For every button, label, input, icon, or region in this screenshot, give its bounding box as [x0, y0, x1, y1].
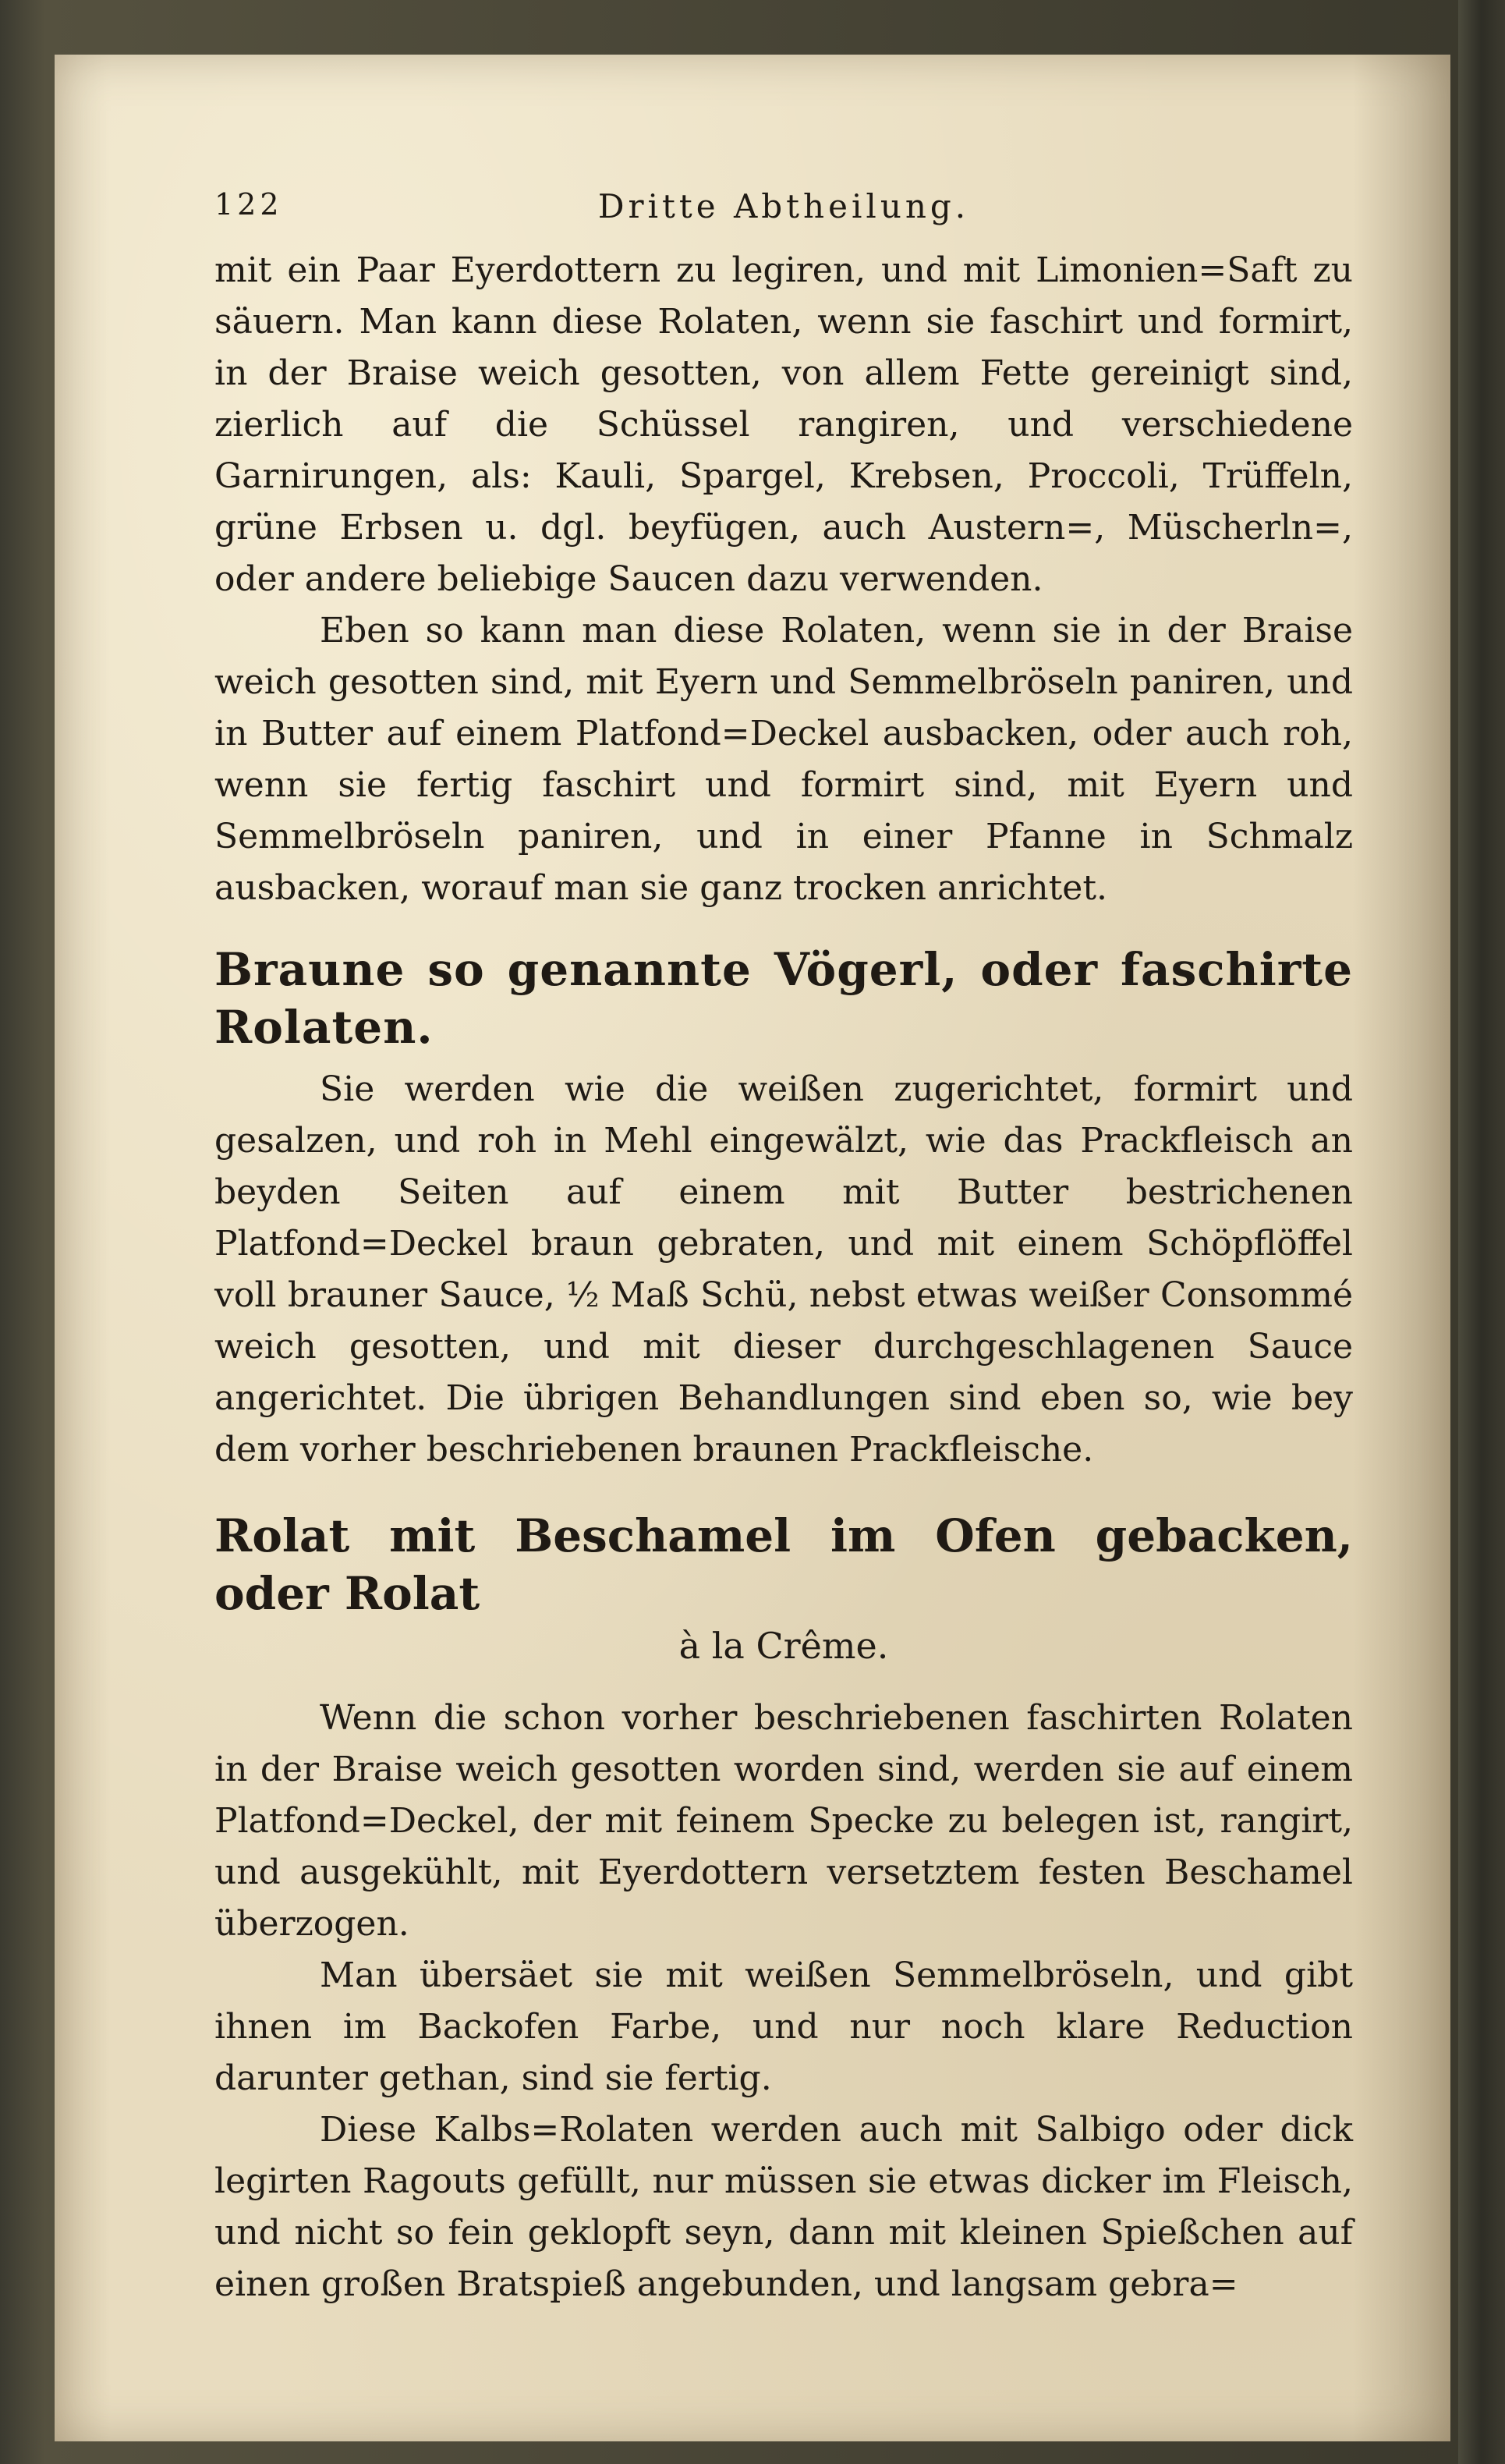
paragraph-5: Man übersäet sie mit weißen Semmelbröseln, und gibt ihnen im Backofen Farbe, und nur noch klare Reduction darunter gethan, sind sie fertig. — [214, 1955, 1353, 2098]
section-heading-braune: Braune so genannte Vögerl, oder faschirte Rolaten. — [214, 943, 1353, 1054]
section-heading-rolat-sub: à la Crême. — [678, 1625, 889, 1667]
paragraph-4: Wenn die schon vorher beschriebenen faschirten Rolaten in der Braise weich gesotten worden sind, werden sie auf einem Platfond=Deckel, der mit feinem Specke zu belegen ist, rangirt, und ausgekühlt, mit Eyerdottern versetztem festen Beschamel überzogen. — [214, 1698, 1353, 1944]
paragraph-6: Diese Kalbs=Rolaten werden auch mit Salbigo oder dick legirten Ragouts gefüllt, nur müssen sie etwas dicker im Fleisch, und nicht so fein geklopft seyn, dann mit kleinen Spießchen auf einen großen Bratspieß angebunden, und langsam gebra= — [214, 2110, 1353, 2304]
book-binding — [1458, 0, 1505, 2464]
section-heading-rolat-main: Rolat mit Beschamel im Ofen gebacken, oder Rolat — [214, 1509, 1353, 1620]
running-head: Dritte Abtheilung. — [597, 187, 970, 225]
body-text — [214, 245, 1353, 2310]
paragraph-3: Sie werden wie die weißen zugerichtet, formirt und gesalzen, und roh in Mehl eingewälzt, wie das Prackfleisch an beyden Seiten auf einem mit Butter bestrichenen Platfond=Deckel braun gebraten, und mit einem Schöpflöffel voll brauner Sauce, ½ Maß Schü, nebst etwas weißer Consommé weich gesotten, und mit dieser durchgeschlagenen Sauce angerichtet. Die übrigen Behandlungen sind eben so, wie bey dem vorher beschriebenen braunen Prackfleische. — [214, 1069, 1353, 1470]
page-content — [214, 187, 1353, 2310]
page-header — [214, 187, 1353, 234]
paragraph-1: mit ein Paar Eyerdottern zu legiren, und mit Limonien=Saft zu säuern. Man kann diese Rolaten, wenn sie faschirt und formirt, in der Braise weich gesotten, von allem Fette gereinigt sind, zierlich auf die Schüssel rangiren, und verschiedene Garnirungen, als: Kauli, Spargel, Krebsen, Proccoli, Trüffeln, grüne Erbsen u. dgl. beyfügen, auch Austern=, Müscherln=, oder andere beliebige Saucen dazu verwenden. — [214, 250, 1353, 599]
page-number: 122 — [214, 187, 283, 222]
paragraph-2: Eben so kann man diese Rolaten, wenn sie in der Braise weich gesotten sind, mit Eyern und Semmelbröseln paniren, und in Butter auf einem Platfond=Deckel ausbacken, oder auch roh, wenn sie fertig faschirt und formirt sind, mit Eyern und Semmelbröseln paniren, und in einer Pfanne in Schmalz ausbacken, worauf man sie ganz trocken anrichtet. — [214, 611, 1353, 908]
